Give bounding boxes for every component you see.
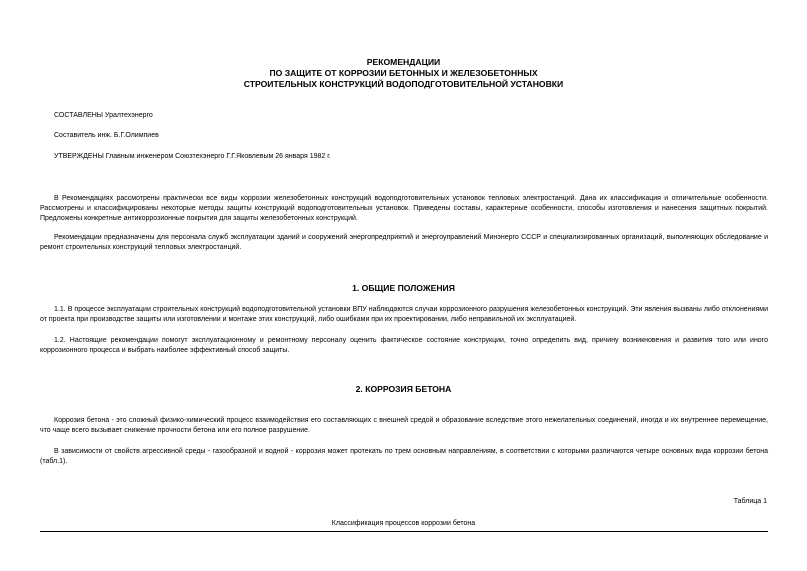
table-number: Таблица 1 [733,498,767,505]
table-top-rule [40,531,768,532]
section-1-paragraph-2: 1.2. Настоящие рекомендации помогут эксплуатационному и ремонтному персоналу оценить фактическое состояние конструкции, точно определить вид, причину возникновения и развития того или иного коррозионного процесса и выбрать наиболее эффективный способ защиты. [40,337,768,354]
title-line-2: ПО ЗАЩИТЕ ОТ КОРРОЗИИ БЕТОННЫХ И ЖЕЛЕЗОБЕТОННЫХ [269,68,538,78]
document-title [0,57,807,90]
intro-paragraph-2: Рекомендации предназначены для персонала служб эксплуатации зданий и сооружений энергопредприятий и энергоуправлений Минэнерго СССР и специализированных организаций, выполняющих обследование и ремонт строительных конструкций тепловых электростанций. [40,234,768,251]
table-caption: Классификация процессов коррозии бетона [331,520,476,527]
compiled-by-line: СОСТАВЛЕНЫ Уралтехэнерго [54,112,153,119]
title-line-1: РЕКОМЕНДАЦИИ [366,57,441,67]
intro-paragraph-1: В Рекомендациях рассмотрены практически все виды коррозии железобетонных конструкций водоподготовительных установок тепловых электростанций. Дана их классификация и отличительные особенности. Рассмотрены и классифицированы некоторые методы защиты конструкций водоподготовительных установок. Приведены составы, характерные особенности, способы изготовления и нанесения защитных покрытий. Предложены конкретные антикоррозионные покрытия для защиты железобетонных конструкций. [40,195,768,222]
title-line-3: СТРОИТЕЛЬНЫХ КОНСТРУКЦИЙ ВОДОПОДГОТОВИТЕЛЬНОЙ УСТАНОВКИ [243,79,564,89]
section-2-paragraph-2: В зависимости от свойств агрессивной среды - газообразной и водной - коррозия может протекать по трем основным направлениям, в соответствии с которыми различаются четыре основных вида коррозии бетона (табл.1). [40,448,768,465]
section-2-paragraph-1: Коррозия бетона - это сложный физико-химический процесс взаимодействия его составляющих с внешней средой и образование вследствие этого нежелательных соединений, иногда и их внутреннее перемещение, что чаще всего вызывает снижение прочности бетона или его полное разрушение. [40,417,768,434]
section-1-heading: 1. ОБЩИЕ ПОЛОЖЕНИЯ [352,283,455,293]
approved-line: УТВЕРЖДЕНЫ Главным инженером Союзтехэнерго Г.Г.Яковлевым 26 января 1982 г. [54,153,331,160]
section-2-heading: 2. КОРРОЗИЯ БЕТОНА [355,384,452,394]
author-line: Составитель инж. Б.Г.Олимпиев [54,132,159,139]
section-1-paragraph-1: 1.1. В процессе эксплуатации строительных конструкций водоподготовительной установки ВПУ наблюдаются случаи коррозионного разрушения железобетонных конструкций. Эти явления вызваны либо отклонениями от проекта при производстве защиты или изготовлении и монтаже этих конструкций, либо ошибками при их проектировании, либо неправильной их эксплуатацией. [40,306,768,323]
